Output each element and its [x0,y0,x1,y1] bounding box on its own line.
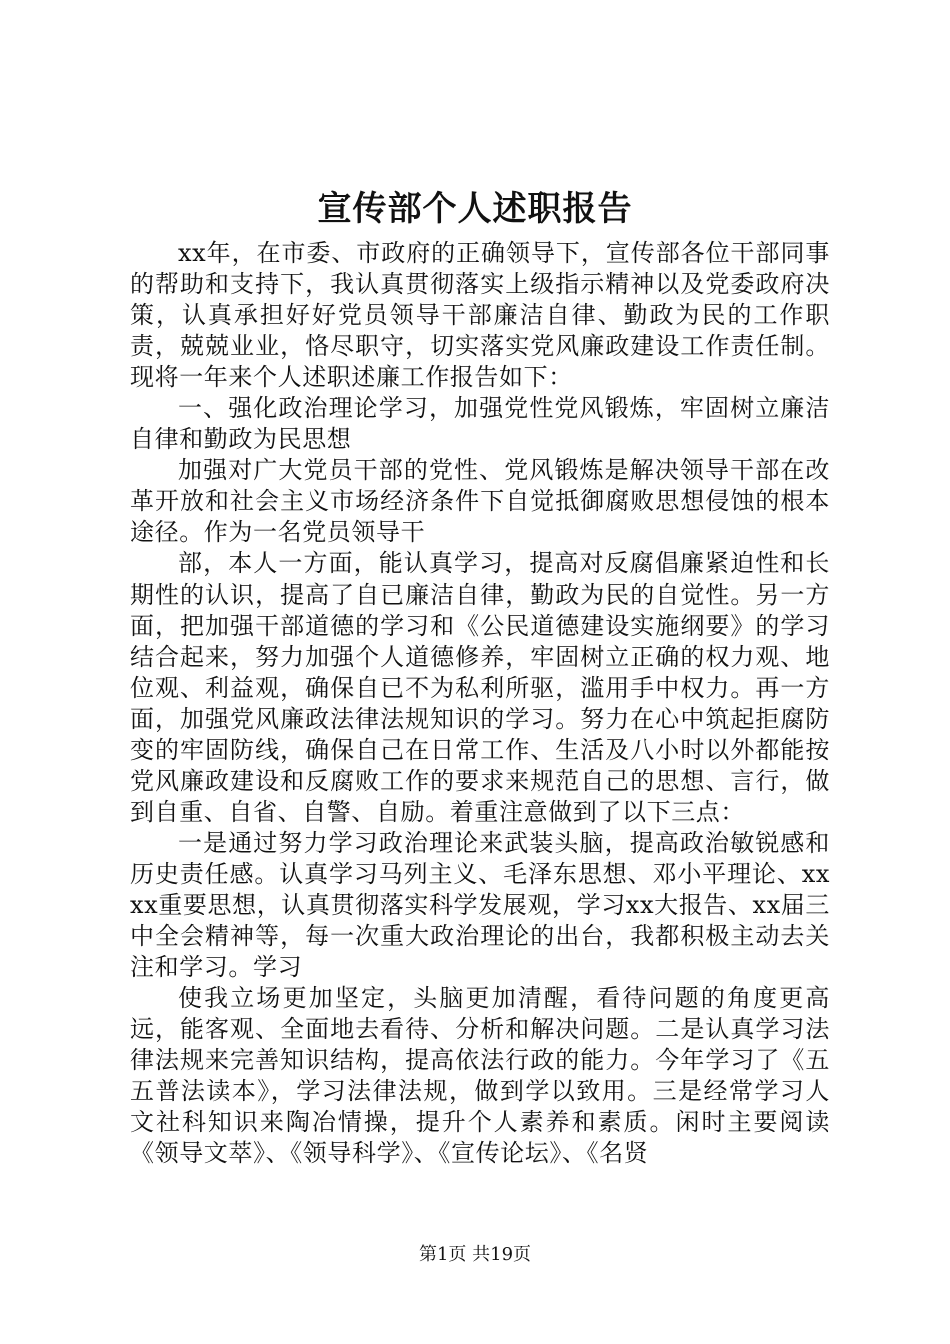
paragraph-point-one: 一是通过努力学习政治理论来武装头脑，提高政治敏锐感和历史责任感。认真学习马列主义、毛泽东思想、邓小平理论、xxxx重要思想，认真贯彻落实科学发展观，学习xx大报告、xx届三中全会精神等，每一次重大政治理论的出台，我都积极主动去关注和学习。学习 [130,828,830,982]
paragraph-section-heading: 一、强化政治理论学习，加强党性党风锻炼，牢固树立廉洁自律和勤政为民思想 [130,394,830,454]
page-footer: 第1页 共19页 [418,1244,532,1265]
paragraph-party-spirit: 加强对广大党员干部的党性、党风锻炼是解决领导干部在改革开放和社会主义市场经济条件下自觉抵御腐败思想侵蚀的根本途径。作为一名党员领导干 [130,456,830,547]
document-title: 宣传部个人述职报告 [317,189,633,229]
document-body [130,238,830,1169]
paragraph-intro: xx年，在市委、市政府的正确领导下，宣传部各位干部同事的帮助和支持下，我认真贯彻落实上级指示精神以及党委政府决策，认真承担好好党员领导干部廉洁自律、勤政为民的工作职责，兢兢业业，恪尽职守，切实落实党风廉政建设工作责任制。现将一年来个人述职述廉工作报告如下： [130,239,830,392]
paragraph-personal-study: 部，本人一方面，能认真学习，提高对反腐倡廉紧迫性和长期性的认识，提高了自已廉洁自律，勤政为民的自觉性。另一方面，把加强干部道德的学习和《公民道德建设实施纲要》的学习结合起来，努力加强个人道德修养，牢固树立正确的权力观、地位观、利益观，确保自已不为私利所驱，滥用手中权力。再一方面，加强党风廉政法律法规知识的学习。努力在心中筑起拒腐防变的牢固防线，确保自己在日常工作、生活及八小时以外都能按党风廉政建设和反腐败工作的要求来规范自己的思想、言行，做到自重、自省、自警、自励。着重注意做到了以下三点： [130,549,830,826]
paragraph-study-results: 使我立场更加坚定，头脑更加清醒，看待问题的角度更高远，能客观、全面地去看待、分析和解决问题。二是认真学习法律法规来完善知识结构，提高依法行政的能力。今年学习了《五五普法读本》，学习法律法规，做到学以致用。三是经常学习人文社科知识来陶冶情操，提升个人素养和素质。闲时主要阅读《领导文萃》、《领导科学》、《宣传论坛》、《名贤 [130,984,830,1168]
